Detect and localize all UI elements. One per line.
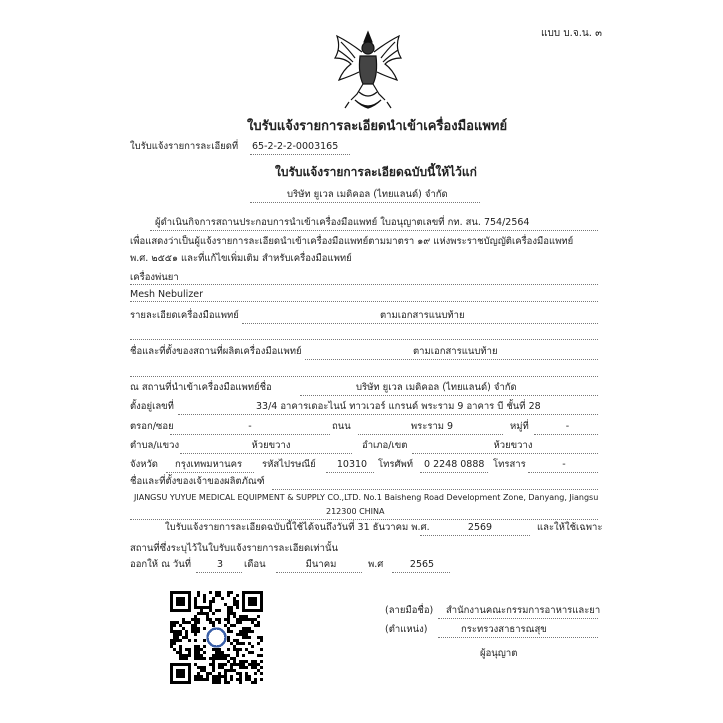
device-en-dotted-line	[130, 301, 598, 302]
subtitle: ใบรับแจ้งรายการละเอียดฉบับนี้ให้ไว้แก่	[275, 165, 477, 179]
phone-label: โทรศัพท์	[378, 459, 414, 470]
validity-suffix: และให้ใช้เฉพาะ	[537, 522, 603, 533]
fax-label: โทรสาร	[493, 459, 526, 470]
postal-value: 10310	[336, 459, 368, 470]
subdistrict-value: ห้วยขวาง	[251, 440, 291, 451]
subdistrict-dotted-line	[180, 453, 352, 454]
postal-dotted-line	[326, 472, 374, 473]
province-value: กรุงเทพมหานคร	[175, 459, 243, 470]
importer-label: ณ สถานที่นำเข้าเครื่องมือแพทย์ชื่อ	[130, 382, 272, 393]
manufacturer-site-label: ชื่อและที่ตั้งของสถานที่ผลิตเครื่องมือแพทย์	[130, 346, 302, 357]
manufacturer-site-value: ตามเอกสารแนบท้าย	[413, 346, 498, 357]
company-name: บริษัท ยูเวล เมดิคอล (ไทยแลนด์) จำกัด	[287, 189, 448, 200]
manufacturer-dotted-line	[305, 359, 598, 360]
owner-label: ชื่อและที่ตั้งของเจ้าของผลิตภัณฑ์	[130, 476, 265, 487]
signature-dotted-line	[438, 618, 598, 619]
issue-day-dotted-line	[196, 572, 242, 573]
validity-prefix: ใบรับแจ้งรายการละเอียดฉบับนี้ใช้ได้จนถึงวันที่ 31 ธันวาคม พ.ศ.	[165, 522, 430, 533]
license-line: ผู้ดำเนินกิจการสถานประกอบการนำเข้าเครื่องมือแพทย์ ใบอนุญาตเลขที่ กท. สน. 754/2564	[155, 217, 530, 228]
phone-value: 0 2248 0888	[424, 459, 485, 470]
owner-address-line-1: JIANGSU YUYUE MEDICAL EQUIPMENT & SUPPLY CO.,LTD. No.1 Baisheng Road Development Zone, Danyang, Jiangsu	[134, 493, 599, 502]
road-dotted-line	[358, 434, 503, 435]
qr-code-icon	[170, 591, 263, 684]
signature-label: (ลายมือชื่อ)	[385, 605, 434, 616]
issue-date-label: ออกให้ ณ วันที่	[130, 559, 192, 570]
validity-year: 2569	[467, 522, 493, 533]
issue-year: 2565	[409, 559, 435, 570]
signature-value: สำนักงานคณะกรรมการอาหารและยา	[446, 605, 601, 616]
importer-dotted-line	[300, 395, 598, 396]
district-label: อำเภอ/เขต	[362, 440, 408, 451]
position-dotted-line	[438, 637, 598, 638]
year-label: พ.ศ	[368, 559, 384, 570]
postal-label: รหัสไปรษณีย์	[262, 459, 316, 470]
district-value: ห้วยขวาง	[493, 440, 533, 451]
device-detail-label: รายละเอียดเครื่องมือแพทย์	[130, 310, 239, 321]
device-detail-dotted-line	[242, 323, 598, 324]
ref-dotted-line	[250, 154, 350, 155]
issue-year-dotted-line	[392, 572, 450, 573]
moo-label: หมู่ที่	[510, 421, 529, 432]
position-value: กระทรวงสาธารณสุข	[461, 624, 547, 635]
manufacturer-dotted-line-2	[130, 376, 598, 377]
device-name-dotted-line	[130, 284, 598, 285]
soi-dotted-line	[170, 434, 330, 435]
owner-dotted-line	[272, 489, 598, 490]
month-label: เดือน	[244, 559, 266, 570]
document-title: ใบรับแจ้งรายการละเอียดนำเข้าเครื่องมือแพทย์	[247, 119, 508, 134]
soi-value: -	[248, 421, 252, 432]
device-name-en: Mesh Nebulizer	[130, 289, 204, 300]
phone-dotted-line	[420, 472, 488, 473]
moo-dotted-line	[534, 434, 598, 435]
validity-line-2: สถานที่ซึ่งระบุไว้ในใบรับแจ้งรายการละเอียดเท่านั้น	[130, 543, 338, 554]
soi-label: ตรอก/ซอย	[130, 421, 174, 432]
province-label: จังหวัด	[130, 459, 158, 470]
road-value: พระราม 9	[410, 421, 454, 432]
form-code: แบบ บ.จ.น. ๓	[541, 28, 602, 39]
company-dotted-line	[250, 202, 480, 203]
owner-dotted-line-2	[130, 519, 598, 520]
owner-address-line-2: 212300 CHINA	[326, 507, 385, 516]
device-detail-value: ตามเอกสารแนบท้าย	[380, 310, 465, 321]
issue-month: มีนาคม	[305, 559, 337, 570]
province-dotted-line	[166, 472, 254, 473]
issue-day: 3	[216, 559, 224, 570]
subdistrict-label: ตำบล/แขวง	[130, 440, 180, 451]
district-dotted-line	[412, 453, 598, 454]
road-label: ถนน	[332, 421, 351, 432]
declaration-line-1: เพื่อแสดงว่าเป็นผู้แจ้งรายการละเอียดนำเข้าเครื่องมือแพทย์ตามมาตรา ๑๙ แห่งพระราชบัญญัติเครื่องมือแพทย์	[130, 236, 574, 247]
authority-label: ผู้อนุญาต	[480, 648, 518, 659]
position-label: (ตำแหน่ง)	[385, 624, 428, 635]
address-value: 33/4 อาคารเดอะไนน์ ทาวเวอร์ แกรนด์ พระราม 9 อาคาร บี ชั้นที่ 28	[256, 401, 541, 412]
declaration-line-2: พ.ศ. ๒๕๕๑ และที่แก้ไขเพิ่มเติม สำหรับเครื่องมือแพทย์	[130, 253, 352, 264]
importer-value: บริษัท ยูเวล เมดิคอล (ไทยแลนด์) จำกัด	[356, 382, 517, 393]
validity-year-dotted-line	[420, 535, 530, 536]
ref-number: 65-2-2-2-0003165	[252, 141, 339, 152]
garuda-emblem-icon	[329, 28, 407, 114]
issue-month-dotted-line	[276, 572, 362, 573]
ref-label: ใบรับแจ้งรายการละเอียดที่	[130, 141, 239, 152]
fax-dotted-line	[528, 472, 598, 473]
device-name-label: เครื่องพ่นยา	[130, 272, 179, 283]
fax-value: -	[562, 459, 566, 470]
address-label: ตั้งอยู่เลขที่	[130, 401, 174, 412]
license-dotted-line	[150, 230, 598, 231]
device-detail-dotted-line-2	[130, 339, 598, 340]
address-dotted-line	[178, 414, 598, 415]
moo-value: -	[565, 421, 570, 432]
